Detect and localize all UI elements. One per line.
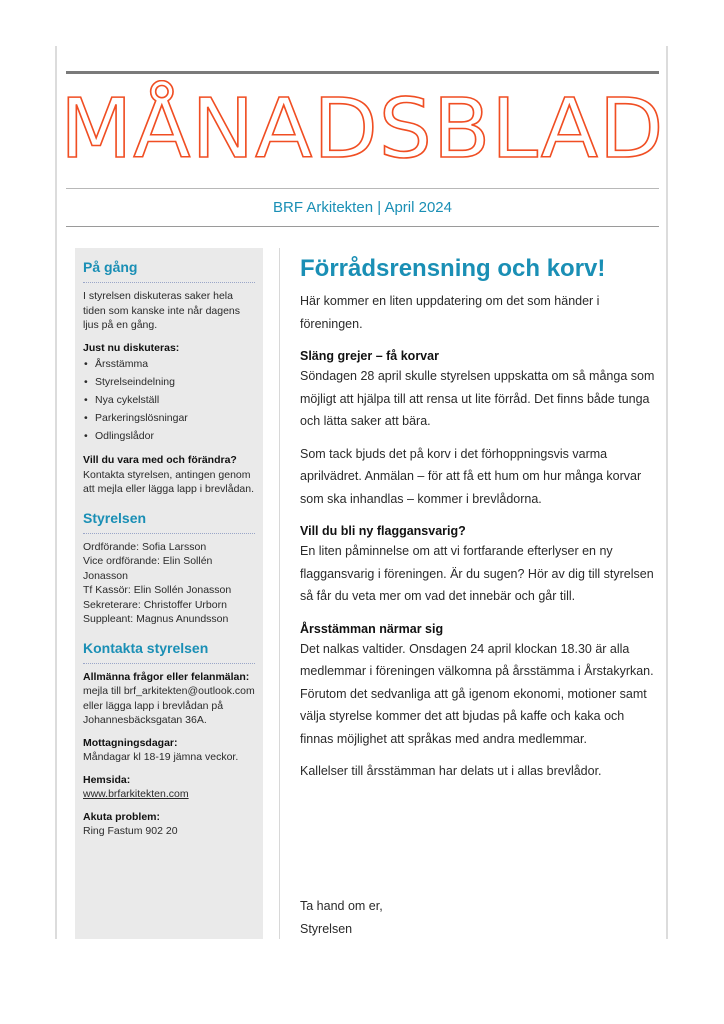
list-item: • Nya cykelställ [83, 391, 255, 409]
board-member: Vice ordförande: Elin Sollén Jonasson [83, 555, 213, 582]
signoff-line: Ta hand om er, [300, 899, 383, 913]
subtitle: BRF Arkitekten | April 2024 [273, 199, 452, 216]
signoff [300, 895, 600, 940]
section-paragraph: Det nalkas valtider. Onsdagen 24 april klockan 18.30 är alla medlemmar i föreningen välkomna på årsstämma i Årstakyrkan. Förutom det sedvanliga att gå igenom ekonomi, motioner samt välja styrelse kommer det att bjudas på kaffe och kaka och finnas möjlighet att språkas med andra medlemmar. [300, 641, 654, 746]
sidebar-section-pa-gang [83, 258, 255, 497]
section-paragraph: Kallelser till årsstämman har delats ut i allas brevlådor. [300, 764, 602, 778]
general-label: Allmänna frågor eller felanmälan: [83, 670, 250, 683]
board-member: Tf Kassör: Elin Sollén Jonasson [83, 584, 232, 596]
article-title: Förrådsrensning och korv! [300, 255, 606, 282]
masthead [60, 80, 665, 180]
signoff-signature: Styrelsen [300, 921, 353, 936]
sidebar-cta-label: Vill du vara med och förändra? [83, 454, 237, 466]
list-item: • Styrelseindelning [83, 373, 255, 391]
article-section [300, 522, 660, 608]
article-intro: Här kommer en liten uppdatering om det som händer i föreningen. [300, 294, 600, 331]
section-paragraph: Som tack bjuds det på korv i det förhoppningsvis varma aprilvädret. Anmälan – för att få ett hum om hur många korvar som ska inhandlas – kommer i brevlådorna. [300, 446, 642, 506]
board-member: Sekreterare: Christoffer Urborn [83, 598, 227, 611]
sidebar-section-kontakta [83, 639, 255, 839]
sidebar-cta-text: Kontakta styrelsen, antingen genom att mejla eller lägga lapp i brevlådan. [83, 468, 255, 495]
urgent-label: Akuta problem: [83, 810, 161, 823]
section-heading: Släng grejer – få korvar [300, 349, 439, 363]
masthead-title: MÅNADSBLAD [60, 82, 665, 177]
sidebar-section-styrelsen [83, 509, 255, 627]
section-heading: Årsstämman närmar sig [300, 621, 444, 636]
list-item: • Parkeringslösningar [83, 409, 255, 427]
urgent-text: Ring Fastum 902 20 [83, 825, 178, 837]
page-edge-left [55, 46, 57, 939]
section-paragraph: En liten påminnelse om att vi fortfarande efterlyser en ny flaggansvarig i föreningen. Är du sugen? Hör av dig till styrelsen så får du veta mer om vad det innebär och går till. [300, 544, 654, 603]
page-edge-right [666, 46, 668, 939]
discussion-list [83, 355, 255, 445]
sidebar [75, 248, 263, 939]
column-divider [279, 248, 280, 939]
board-member: Suppleant: Magnus Anundsson [83, 613, 229, 625]
sidebar-list-label: Just nu diskuteras: [83, 341, 180, 354]
reception-label: Mottagningsdagar: [83, 736, 178, 749]
list-item: • Odlingslådor [83, 427, 255, 445]
sidebar-heading: Kontakta styrelsen [83, 639, 255, 664]
sidebar-intro: I styrelsen diskuteras saker hela tiden som kanske inte når dagens ljus på en gång. [83, 290, 241, 331]
website-label: Hemsida: [83, 773, 131, 786]
sidebar-heading: Styrelsen [83, 509, 255, 534]
section-paragraph: Söndagen 28 april skulle styrelsen uppskatta om så många som möjligt att hjälpa till att rensa ut lite förråd. Det finns både tunga och lätta saker att bära. [300, 369, 655, 428]
main-article [300, 252, 660, 783]
rule-below-subtitle [66, 226, 659, 227]
article-section [300, 347, 660, 510]
rule-above-subtitle [66, 188, 659, 189]
reception-text: Måndagar kl 18-19 jämna veckor. [83, 751, 239, 763]
sidebar-heading: På gång [83, 258, 255, 283]
general-text: mejla till brf_arkitekten@outlook.com eller lägga lapp i brevlådan på Johannesbäcksgatan 36A. [83, 685, 255, 726]
board-member: Ordförande: Sofia Larsson [83, 540, 207, 553]
article-section [300, 620, 660, 783]
list-item: • Årsstämma [83, 355, 255, 373]
section-heading: Vill du bli ny flaggansvarig? [300, 524, 466, 538]
website-link[interactable]: www.brfarkitekten.com [83, 788, 189, 800]
top-rule [66, 71, 659, 74]
